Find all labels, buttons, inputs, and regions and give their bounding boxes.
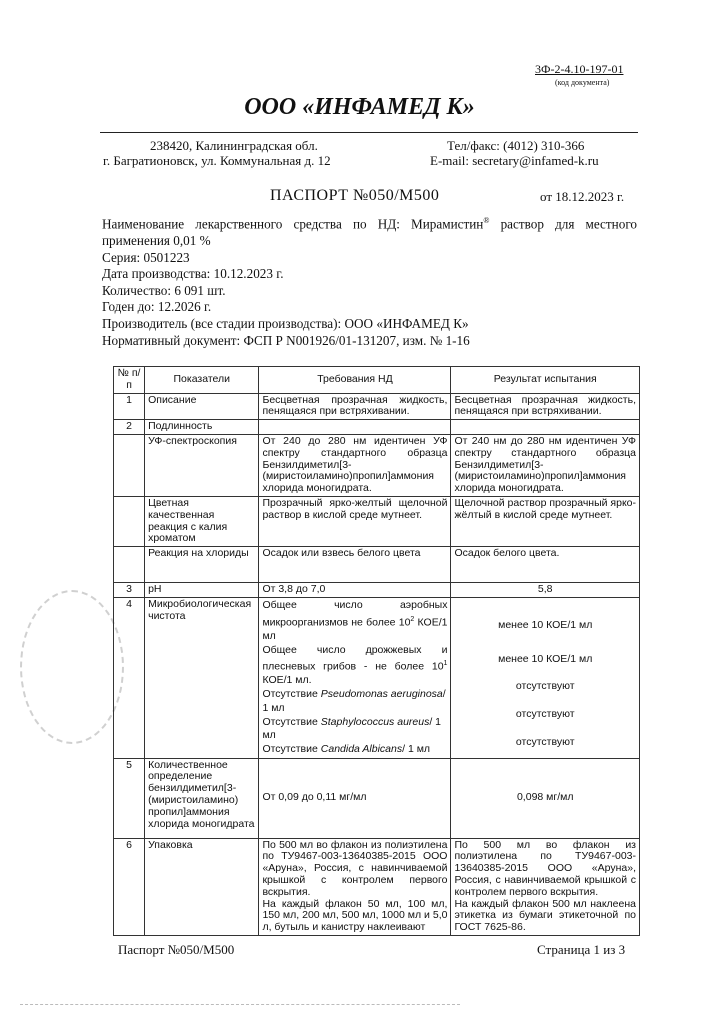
company-name: ООО «ИНФАМЕД К» — [244, 94, 475, 120]
header-indicator: Показатели — [145, 367, 259, 394]
passport-title: ПАСПОРТ №050/М500 — [270, 187, 440, 204]
normative-document: Нормативный документ: ФСП Р N001926/01-131207, изм. № 1-16 — [102, 332, 470, 348]
document-code-caption: (код документа) — [555, 78, 610, 87]
product-name-line: Наименование лекарственного средства по НД: Мирамистин® раствор для местного — [102, 216, 637, 232]
product-info — [102, 213, 637, 349]
table-row: 2 Подлинность — [114, 420, 640, 435]
table-row: УФ-спектроскопия От 240 до 280 нм идентичен УФ спектру стандартного образца Бензилдиметил[3-(миристоиламино)пропил]аммония хлорида моногидрата. От 240 нм до 280 нм идентичен УФ спектру стандартного образца Бензилдиметил[3-(миристоиламино)пропил]аммония хлорида моногидрата. — [114, 434, 640, 496]
table-row: 3 pH От 3,8 до 7,0 5,8 — [114, 583, 640, 598]
stamp-seal — [20, 590, 124, 744]
header-requirements: Требования НД — [259, 367, 451, 394]
scan-edge-line — [20, 1004, 460, 1005]
production-date: Дата производства: 10.12.2023 г. — [102, 266, 284, 282]
table-row: Цветная качественная реакция с калия хроматом Прозрачный ярко-желтый щелочной раствор в кислой среде мутнеет. Щелочной раствор прозрачный ярко-жёлтый в кислой среде мутнеет. — [114, 496, 640, 546]
test-results-table — [113, 366, 640, 936]
footer-page-number: Страница 1 из 3 — [537, 942, 626, 957]
document-code: 3Ф-2-4.10-197-01 — [535, 62, 624, 76]
manufacturer: Производитель (все стадии производства): ООО «ИНФАМЕД К» — [102, 315, 469, 331]
table-row: 6 Упаковка По 500 мл во флакон из полиэтилена по ТУ9467-003-13640385-2015 ООО «Аруна», Россия, с навинчиваемой крышкой с контролем первого вскрытия. На каждый флакон 50 мл, 100 мл, 150 мл, 200 мл, 500 мл, 1000 мл и 5,0 л, бутыль и канистру наклеивают По 500 мл во флакон из полиэтилена по ТУ9467-003-13640385-2015 ООО «Аруна», Россия, с навинчиваемой крышкой с контролем первого вскрытия. На каждый флакон 500 мл наклеена этикетка из бумаги этикеточной по ГОСТ 7625-86. — [114, 838, 640, 935]
footer-passport: Паспорт №050/М500 — [118, 942, 235, 957]
table-header-row — [114, 367, 640, 394]
table-row: 1 Описание Бесцветная прозрачная жидкость, пенящаяся при встряхивании. Бесцветная прозрачная жидкость, пенящаяся при встряхивании. — [114, 393, 640, 420]
header-result: Результат испытания — [451, 367, 640, 394]
phone: Тел/факс: (4012) 310-366 — [447, 138, 585, 153]
product-name-line-2: применения 0,01 % — [102, 232, 211, 248]
address-line-1: 238420, Калининградская обл. — [150, 138, 318, 153]
header-divider — [100, 132, 638, 133]
header-num: № п/п — [114, 367, 145, 394]
table-row: Реакция на хлориды Осадок или взвесь белого цвета Осадок белого цвета. — [114, 547, 640, 583]
quantity: Количество: 6 091 шт. — [102, 282, 226, 298]
expiry-date: Годен до: 12.2026 г. — [102, 299, 212, 315]
table-row: 5 Количественное определение бензилдиметил[3-(миристоиламино) пропил]аммония хлорида моногидрата От 0,09 до 0,11 мг/мл 0,098 мг/мл — [114, 758, 640, 838]
passport-date: от 18.12.2023 г. — [540, 189, 625, 204]
email: E-mail: secretary@infamed-k.ru — [430, 153, 599, 168]
table-row: 4 Микробиологическая чистота Общее число аэробных микроорганизмов не более $10^2$ КОЕ/1 мл Общее число дрожжевых и плесневых грибов - не более $10^1$ КОЕ/1 мл. Отсутствие Pseudomonas aeruginosa/ 1 мл Отсутствие Staphylococcus aureus/ 1 мл Отсутствие Candida Albicans/ 1 мл менее 10 КОЕ/1 мл менее 10 КОЕ/1 мл отсутствуют отсутствуют отсутствуют — [114, 597, 640, 758]
address-line-2: г. Багратионовск, ул. Коммунальная д. 12 — [103, 153, 331, 168]
series: Серия: 0501223 — [102, 249, 190, 265]
